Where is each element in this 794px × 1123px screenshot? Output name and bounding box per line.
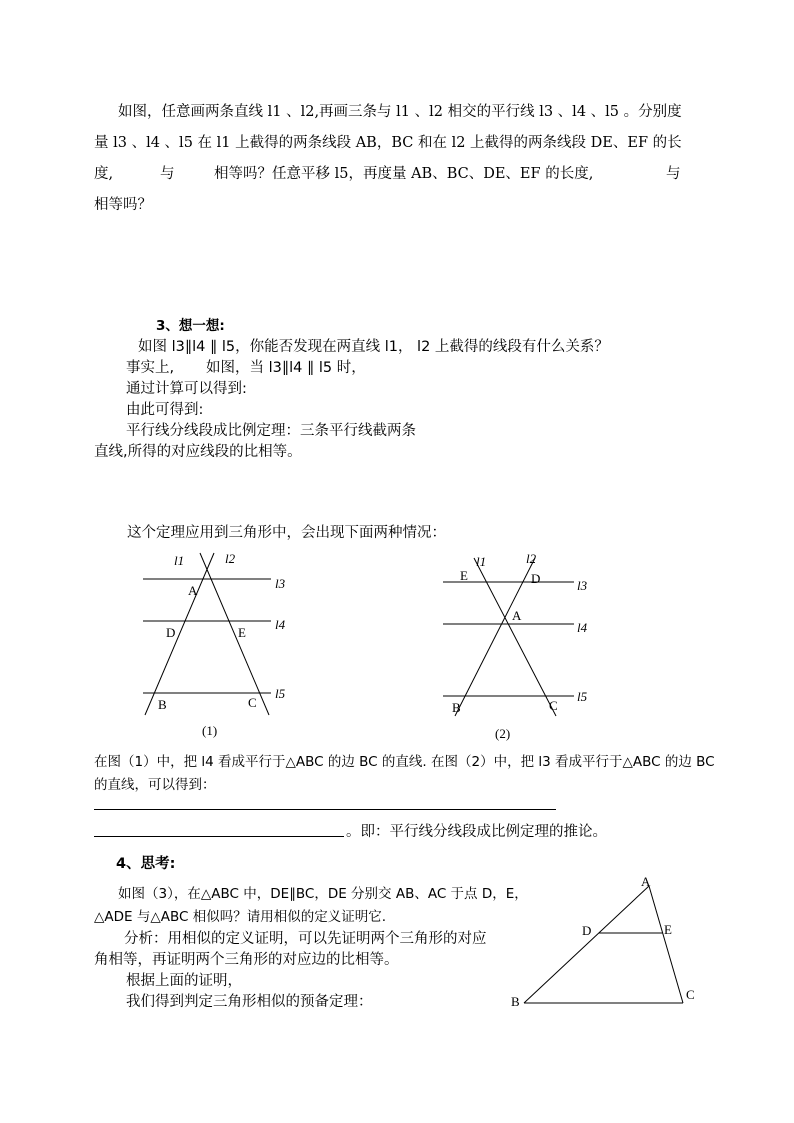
intro-line-3d: 与 [666, 166, 681, 182]
triangle-apply-desc-2: 的直线，可以得到： [94, 777, 216, 793]
fig2-label-B: B [452, 700, 461, 715]
fig1-label-l2: l2 [225, 551, 236, 566]
fig2-label-D: D [531, 571, 541, 586]
intro-line-3c: 相等吗？任意平移 l5，再度量 AB、BC、DE、EF 的长度, [214, 166, 594, 182]
fig2-label-l1: l1 [476, 554, 487, 569]
fig1-label-l3: l3 [275, 576, 286, 591]
answer-blank-1[interactable] [94, 809, 556, 810]
corollary-text: 。即：平行线分线段成比例定理的推论。 [346, 824, 607, 840]
section4-line-3: 分析：用相似的定义证明，可以先证明两个三角形的对应 [124, 931, 487, 947]
section3-line-5: 平行线分线段成比例定理：三条平行线截两条 [126, 423, 416, 439]
fig1-label-C: C [248, 695, 257, 710]
section3-line-4: 由此可得到: [126, 402, 204, 418]
figure-2 [438, 548, 598, 748]
section4-line-5: 根据上面的证明， [126, 973, 242, 989]
section3-line-3: 通过计算可以得到: [126, 381, 247, 397]
fig3-label-E: E [664, 922, 672, 937]
fig3-side-AB [524, 886, 649, 1003]
answer-blank-2[interactable] [94, 836, 344, 837]
section4-line-2: △ADE 与△ABC 相似吗？请用相似的定义证明它. [94, 909, 386, 925]
triangle-apply-desc-1: 在图（1）中，把 l4 看成平行于△ABC 的边 BC 的直线. 在图（2）中，把 l3 看成平行于△ABC 的边 BC [94, 754, 715, 770]
fig3-label-A: A [641, 874, 651, 889]
section3-line-2b: 如图，当 l3∥l4 ∥ l5 时， [206, 360, 366, 376]
fig3-label-D: D [582, 923, 592, 938]
fig1-line-l2 [200, 553, 269, 715]
section3-line-2a: 事实上, [126, 360, 175, 376]
fig2-label-l5: l5 [577, 689, 588, 704]
intro-line-1: 如图，任意画两条直线 l1 、l2,再画三条与 l1 、l2 相交的平行线 l3 、l4 、l5 。分别度 [118, 104, 682, 120]
fig1-label-l5: l5 [275, 686, 286, 701]
fig1-label-E: E [238, 625, 246, 640]
fig2-label-l4: l4 [577, 620, 588, 635]
section3-heading: 3、想一想: [156, 318, 225, 334]
fig2-label-E: E [460, 568, 468, 583]
fig1-label-l4: l4 [275, 617, 286, 632]
fig3-label-B: B [511, 994, 520, 1009]
figure-3 [505, 870, 705, 1010]
section3-line-1: 如图 l3∥l4 ∥ l5，你能否发现在两直线 l1， l2 上截得的线段有什么关系？ [138, 339, 609, 355]
section4-line-6: 我们得到判定三角形相似的预备定理： [126, 994, 373, 1010]
fig2-label-l3: l3 [577, 578, 588, 593]
section3-line-6: 直线,所得的对应线段的比相等。 [94, 444, 302, 460]
fig1-caption: (1) [202, 723, 218, 738]
section4-heading: 4、思考: [116, 856, 176, 872]
fig1-line-l1 [145, 553, 214, 715]
fig2-label-A: A [512, 608, 522, 623]
fig3-label-C: C [686, 987, 695, 1002]
triangle-apply-intro: 这个定理应用到三角形中，会出现下面两种情况： [127, 525, 446, 541]
fig1-label-l1: l1 [174, 553, 185, 568]
section4-line-4: 角相等，再证明两个三角形的对应边的比相等。 [94, 952, 399, 968]
fig2-label-l2: l2 [526, 551, 537, 566]
intro-line-2: 量 l3 、l4 、l5 在 l1 上截得的两条线段 AB，BC 和在 l2 上截得的两条线段 DE、EF 的长 [94, 135, 682, 151]
section4-line-1: 如图（3），在△ABC 中，DE∥BC，DE 分别交 AB、AC 于点 D，E， [118, 886, 528, 902]
intro-line-4: 相等吗？ [94, 197, 152, 213]
intro-line-3a: 度, [94, 166, 114, 182]
figure-1 [128, 545, 308, 745]
fig1-label-A: A [188, 583, 198, 598]
fig1-label-D: D [166, 625, 176, 640]
fig2-caption: (2) [495, 726, 511, 741]
fig2-label-C: C [549, 698, 558, 713]
fig1-label-B: B [158, 697, 167, 712]
intro-line-3b: 与 [160, 166, 175, 182]
fig3-side-AC [649, 886, 683, 1003]
